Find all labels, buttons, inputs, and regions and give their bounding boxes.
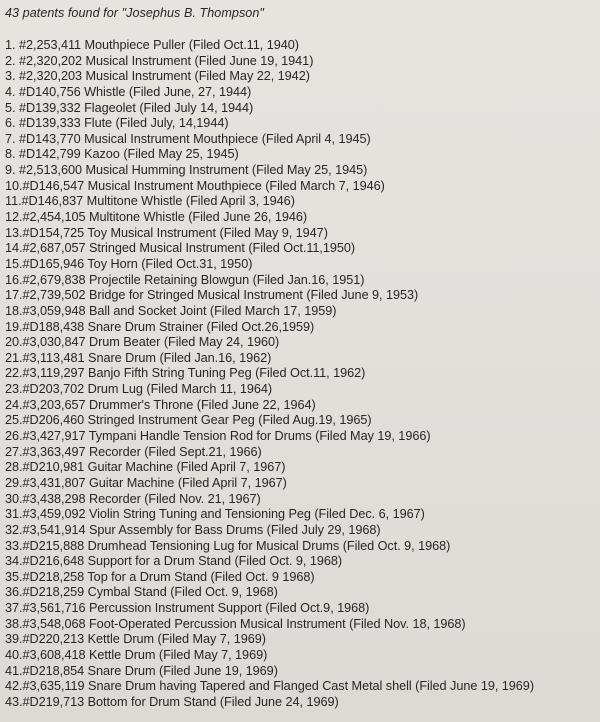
patent-number: #D143,770 — [18, 131, 81, 146]
filed-date: (Filed Oct. 9 1968) — [210, 569, 315, 584]
filed-date: (Filed Oct. 9, 1968) — [234, 554, 343, 569]
patent-title: Flute — [84, 116, 113, 131]
patent-index: 23. — [5, 382, 23, 397]
patent-number: #3,059,948 — [22, 303, 86, 318]
patent-index: 37. — [5, 601, 23, 616]
list-item — [5, 398, 600, 414]
filed-date: (Filed Oct.31, 1950) — [141, 256, 253, 271]
patent-index: 35. — [5, 569, 23, 584]
filed-date: (Filed June 19, 1969) — [159, 663, 278, 678]
patent-number: #3,635,119 — [22, 679, 85, 694]
patent-title: Tympani Handle Tension Rod for Drums — [88, 429, 312, 444]
filed-date: (Filed May 7, 1969) — [157, 632, 266, 647]
patent-title: Snare Drum Strainer — [87, 319, 204, 334]
patent-index: 3. — [5, 69, 16, 84]
list-item — [5, 69, 600, 85]
list-item — [5, 257, 600, 273]
patent-title: Guitar Machine — [87, 460, 173, 475]
patent-number: #3,113,481 — [22, 350, 85, 365]
list-item — [5, 570, 600, 586]
patent-number: #3,608,418 — [22, 647, 86, 662]
patent-title: Snare Drum — [87, 663, 156, 678]
patent-number: #D139,333 — [18, 116, 81, 131]
filed-date: (Filed June 26, 1946) — [188, 210, 308, 225]
patent-title: Kettle Drum — [88, 647, 156, 662]
filed-date: (Filed May 25, 1945) — [251, 163, 368, 178]
patent-title: Musical Instrument Mouthpiece — [87, 178, 262, 193]
list-item — [5, 492, 600, 508]
patent-index: 38. — [5, 616, 23, 631]
patent-index: 28. — [5, 460, 23, 475]
patent-number: #2,687,057 — [22, 241, 86, 256]
patent-index: 1. — [5, 38, 16, 52]
patent-number: #D165,946 — [22, 256, 85, 271]
list-item — [5, 366, 600, 382]
list-item — [5, 382, 600, 398]
patent-title: Percussion Instrument Support — [88, 601, 262, 616]
list-item — [5, 335, 600, 351]
filed-date: (Filed May 19, 1966) — [315, 429, 431, 444]
patent-number: #D146,837 — [21, 194, 84, 209]
patent-number: #2,253,411 — [18, 38, 82, 52]
filed-date: (Filed Aug.19, 1965) — [258, 413, 372, 428]
patent-index: 30. — [5, 491, 23, 506]
patent-index: 18. — [5, 303, 23, 318]
filed-date: (Filed June 19, 1969) — [415, 679, 534, 694]
patent-index: 2. — [5, 53, 16, 68]
patent-number: #3,030,847 — [22, 335, 86, 350]
filed-date: (Filed Oct.11, 1940) — [188, 38, 299, 52]
patent-title: Flageolet — [84, 100, 136, 115]
patent-index: 6. — [5, 116, 16, 131]
patent-title: Top for a Drum Stand — [87, 569, 207, 584]
patent-title: Musical Instrument Mouthpiece — [84, 131, 259, 146]
list-item — [5, 460, 600, 476]
patent-number: #2,513,600 — [18, 163, 82, 178]
list-item — [5, 194, 600, 210]
list-item — [5, 632, 600, 648]
patent-number: #D218,259 — [22, 585, 85, 600]
patent-title: Banjo Fifth String Tuning Peg — [88, 366, 252, 381]
patent-title: Recorder — [88, 491, 141, 506]
patent-index: 34. — [5, 554, 23, 569]
patent-title: Kettle Drum — [87, 632, 155, 647]
patent-index: 20. — [5, 335, 23, 350]
list-item — [5, 617, 600, 633]
patent-index: 22. — [5, 366, 23, 381]
list-item — [5, 413, 600, 429]
list-item — [5, 179, 600, 195]
patent-title: Support for a Drum Stand — [87, 554, 231, 569]
patent-index: 32. — [5, 522, 23, 537]
list-item — [5, 38, 600, 54]
list-item — [5, 101, 600, 117]
filed-date: (Filed May 22, 1942) — [194, 69, 310, 84]
patent-index: 21. — [5, 350, 23, 365]
patent-index: 7. — [5, 131, 16, 146]
patent-title: Snare Drum having Tapered and Flanged Cast Metal shell — [88, 679, 412, 694]
patent-index: 29. — [5, 475, 23, 490]
patent-number: #D146,547 — [22, 178, 85, 193]
patent-number: #3,119,297 — [22, 366, 85, 381]
patent-number: #D210,981 — [22, 460, 85, 475]
list-item — [5, 163, 600, 179]
patent-index: 16. — [5, 272, 23, 287]
filed-date: (Filed March 17, 1959) — [209, 303, 337, 318]
list-item — [5, 320, 600, 336]
filed-date: (Filed May 25, 1945) — [123, 147, 239, 162]
patent-title: Multitone Whistle — [86, 194, 183, 209]
list-item — [5, 601, 600, 617]
filed-date: (Filed June 24, 1969) — [219, 694, 339, 709]
patent-index: 17. — [5, 288, 23, 303]
list-item — [5, 539, 600, 555]
patent-index: 10. — [5, 178, 23, 193]
list-item — [5, 695, 600, 711]
patent-index: 40. — [5, 647, 23, 662]
patent-index: 12. — [5, 210, 23, 225]
patent-number: #3,431,807 — [22, 475, 86, 490]
filed-date: (Filed Oct. 9, 1968) — [342, 538, 451, 553]
list-item — [5, 226, 600, 242]
patent-title: Drum Beater — [88, 335, 161, 350]
patent-number: #D206,460 — [22, 413, 85, 428]
patent-index: 41. — [5, 663, 23, 678]
filed-date: (Filed Oct.9, 1968) — [265, 601, 370, 616]
patent-list — [5, 38, 600, 711]
patent-index: 24. — [5, 397, 23, 412]
patent-title: Toy Horn — [87, 256, 138, 271]
filed-date: (Filed June 22, 1964) — [196, 397, 316, 412]
patent-number: #3,438,298 — [22, 491, 86, 506]
filed-date: (Filed Oct.26,1959) — [206, 319, 315, 334]
filed-date: (Filed May 9, 1947) — [219, 225, 328, 240]
filed-date: (Filed Dec. 6, 1967) — [314, 507, 425, 522]
patent-number: #D218,258 — [22, 569, 85, 584]
patent-title: Multitone Whistle — [88, 210, 185, 225]
patent-index: 39. — [5, 632, 23, 647]
patent-index: 4. — [5, 84, 16, 99]
patent-number: #3,541,914 — [22, 522, 86, 537]
document-header: 43 patents found for "Josephus B. Thompson" — [5, 6, 264, 20]
patent-title: Stringed Instrument Gear Peg — [87, 413, 255, 428]
patent-index: 19. — [5, 319, 23, 334]
list-item — [5, 429, 600, 445]
patent-number: #2,679,838 — [22, 272, 86, 287]
filed-date: (Filed Oct.11, 1962) — [255, 366, 366, 381]
filed-date: (Filed March 7, 1946) — [265, 178, 385, 193]
patent-number: #D188,438 — [22, 319, 85, 334]
patent-number: #D139,332 — [18, 100, 81, 115]
patent-title: Drum Lug — [87, 382, 143, 397]
filed-date: (Filed June, 27, 1944) — [128, 84, 252, 99]
filed-date: (Filed Nov. 21, 1967) — [144, 491, 261, 506]
patent-title: Ball and Socket Joint — [88, 303, 207, 318]
list-item — [5, 116, 600, 132]
patent-index: 8. — [5, 147, 16, 162]
patent-title: Recorder — [88, 444, 141, 459]
list-item — [5, 664, 600, 680]
patent-title: Musical Humming Instrument — [85, 163, 249, 178]
list-item — [5, 147, 600, 163]
patent-number: #3,459,092 — [22, 507, 86, 522]
patent-title: Drummer's Throne — [88, 397, 194, 412]
patent-index: 26. — [5, 429, 23, 444]
filed-date: (Filed April 7, 1967) — [176, 460, 286, 475]
patent-index: 43. — [5, 694, 23, 709]
filed-date: (Filed Jan.16, 1962) — [159, 350, 272, 365]
patent-title: Stringed Musical Instrument — [88, 241, 245, 256]
filed-date: (Filed May 7, 1969) — [158, 647, 268, 662]
patent-title: Guitar Machine — [88, 475, 175, 490]
filed-date: (Filed June 19, 1941) — [194, 53, 314, 68]
patent-number: #D218,854 — [22, 663, 85, 678]
patent-number: #D216,648 — [22, 554, 85, 569]
filed-date: (Filed Sept.21, 1966) — [144, 444, 262, 459]
patent-index: 25. — [5, 413, 23, 428]
patent-title: Mouthpiece Puller — [84, 38, 186, 52]
list-item — [5, 241, 600, 257]
patent-number: #3,427,917 — [22, 429, 86, 444]
patent-title: Cymbal Stand — [87, 585, 167, 600]
filed-date: (Filed July, 14,1944) — [115, 116, 229, 131]
patent-number: #D154,725 — [22, 225, 85, 240]
patent-title: Foot-Operated Percussion Musical Instrument — [88, 616, 346, 631]
list-item — [5, 507, 600, 523]
list-item — [5, 132, 600, 148]
patent-title: Kazoo — [84, 147, 120, 162]
patent-number: #2,320,202 — [18, 53, 82, 68]
list-item — [5, 351, 600, 367]
patent-index: 11. — [5, 194, 22, 209]
patent-number: #2,320,203 — [18, 69, 82, 84]
filed-date: (Filed July 14, 1944) — [139, 100, 254, 115]
patent-index: 27. — [5, 444, 23, 459]
patent-index: 31. — [5, 507, 23, 522]
patent-number: #D142,799 — [18, 147, 81, 162]
patent-title: Projectile Retaining Blowgun — [88, 272, 250, 287]
list-item — [5, 210, 600, 226]
patent-number: #D215,888 — [22, 538, 85, 553]
patent-title: Drumhead Tensioning Lug for Musical Drums — [87, 538, 340, 553]
filed-date: (Filed April 3, 1946) — [185, 194, 295, 209]
list-item — [5, 288, 600, 304]
list-item — [5, 523, 600, 539]
filed-date: (Filed March 11, 1964) — [146, 382, 273, 397]
filed-date: (Filed July 29, 1968) — [266, 522, 381, 537]
patent-title: Spur Assembly for Bass Drums — [88, 522, 264, 537]
patent-number: #3,363,497 — [22, 444, 86, 459]
patent-title: Bridge for Stringed Musical Instrument — [88, 288, 303, 303]
patent-index: 13. — [5, 225, 23, 240]
list-item — [5, 476, 600, 492]
patent-title: Snare Drum — [88, 350, 156, 365]
patent-index: 14. — [5, 241, 23, 256]
list-item — [5, 85, 600, 101]
list-item — [5, 648, 600, 664]
list-item — [5, 554, 600, 570]
list-item — [5, 304, 600, 320]
patent-title: Musical Instrument — [85, 69, 192, 84]
patent-title: Toy Musical Instrument — [87, 225, 217, 240]
patent-index: 36. — [5, 585, 23, 600]
list-item — [5, 585, 600, 601]
list-item — [5, 679, 600, 695]
patent-number: #D203,702 — [22, 382, 85, 397]
list-item — [5, 54, 600, 70]
patent-number: #2,454,105 — [22, 210, 86, 225]
patent-number: #D220,213 — [22, 632, 85, 647]
filed-date: (Filed June 9, 1953) — [306, 288, 419, 303]
patent-index: 15. — [5, 256, 23, 271]
patent-number: #2,739,502 — [22, 288, 86, 303]
filed-date: (Filed Jan.16, 1951) — [252, 272, 365, 287]
filed-date: (Filed May 24, 1960) — [163, 335, 280, 350]
filed-date: (Filed Oct.11,1950) — [248, 241, 356, 256]
filed-date: (Filed April 4, 1945) — [261, 131, 371, 146]
patent-number: #D140,756 — [18, 84, 81, 99]
patent-number: #D219,713 — [22, 694, 85, 709]
patent-number: #3,548,068 — [22, 616, 86, 631]
patent-index: 5. — [5, 100, 16, 115]
filed-date: (Filed Oct. 9, 1968) — [170, 585, 278, 600]
list-item — [5, 273, 600, 289]
patent-index: 9. — [5, 163, 16, 178]
patent-title: Bottom for Drum Stand — [87, 694, 217, 709]
patent-number: #3,561,716 — [22, 601, 86, 616]
patent-title: Musical Instrument — [85, 53, 192, 68]
patent-title: Violin String Tuning and Tensioning Peg — [88, 507, 311, 522]
patent-number: #3,203,657 — [22, 397, 86, 412]
patent-index: 42. — [5, 679, 23, 694]
patent-title: Whistle — [84, 84, 126, 99]
list-item — [5, 445, 600, 461]
filed-date: (Filed April 7, 1967) — [177, 475, 287, 490]
filed-date: (Filed Nov. 18, 1968) — [349, 616, 466, 631]
patent-index: 33. — [5, 538, 23, 553]
